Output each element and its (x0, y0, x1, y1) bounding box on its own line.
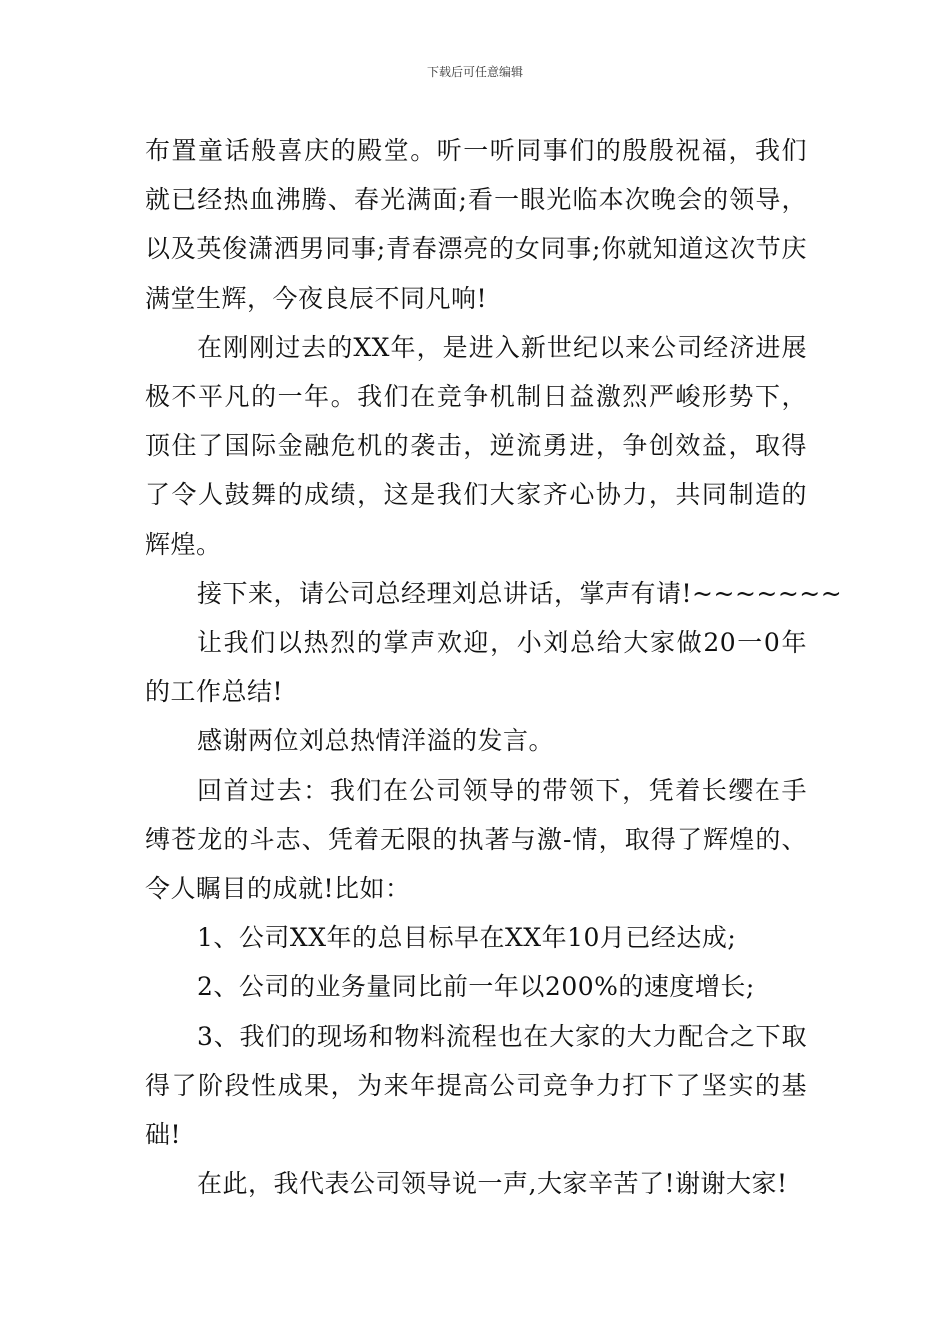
list-item-1: 1、公司XX年的总目标早在XX年10月已经达成; (197, 923, 737, 953)
paragraph-2: 在刚刚过去的XX年，是进入新世纪以来公司经济进展极不平凡的一年。我们在竞争机制日益激烈严峻形势下，顶住了国际金融危机的袭击，逆流勇进，争创效益，取得了令人鼓舞的成绩，这是我们大家齐心协力，共同制造的辉煌。 (145, 332, 807, 559)
page-header: 下载后可任意编辑 (426, 65, 523, 79)
paragraph-4: 让我们以热烈的掌声欢迎，小刘总给大家做20一0年的工作总结! (145, 628, 807, 707)
document-body (145, 126, 843, 1208)
paragraph-1: 布置童话般喜庆的殿堂。听一听同事们的殷殷祝福，我们就已经热血沸腾、春光满面;看一眼光临本次晚会的领导，以及英俊潇洒男同事;青春漂亮的女同事;你就知道这次节庆满堂生辉，今夜良辰不同凡响! (145, 136, 807, 313)
paragraph-5: 感谢两位刘总热情洋溢的发言。 (197, 726, 555, 756)
closing-paragraph: 在此，我代表公司领导说一声,大家辛苦了!谢谢大家! (197, 1169, 788, 1199)
list-item-2: 2、公司的业务量同比前一年以200%的速度增长; (197, 972, 755, 1002)
list-item-3: 3、我们的现场和物料流程也在大家的大力配合之下取得了阶段性成果，为来年提高公司竞争力打下了坚实的基础! (145, 1021, 807, 1150)
paragraph-6: 回首过去：我们在公司领导的带领下，凭着长缨在手缚苍龙的斗志、凭着无限的执著与激-情，取得了辉煌的、令人瞩目的成就!比如： (145, 775, 807, 904)
paragraph-3: 接下来，请公司总经理刘总讲话，掌声有请!~~~~~~~ (197, 578, 843, 608)
